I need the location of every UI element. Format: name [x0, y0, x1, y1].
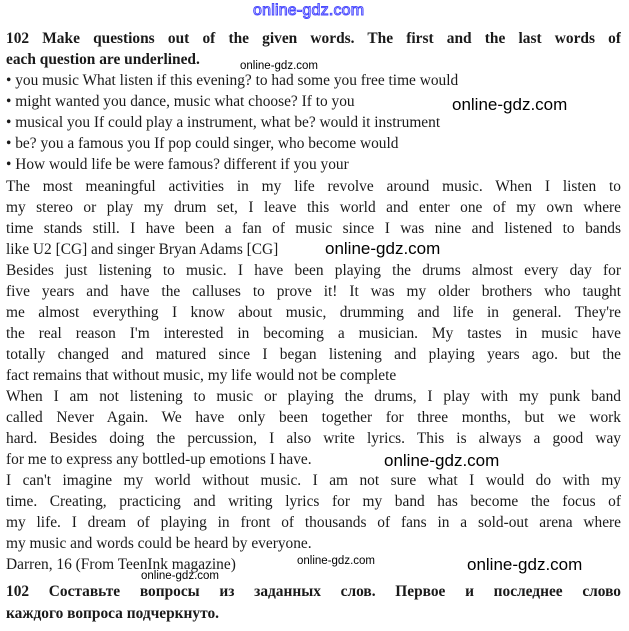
text-line-18: my music and words could be heard by everyone.: [6, 535, 312, 552]
text-line-3: time stands still. I have been a fan of music since I was nine and listened to bands: [6, 220, 621, 237]
bullet-item-4: • be? you a famous you If pop could singer, who become would: [6, 135, 399, 152]
watermark-1: online-gdz.com: [240, 60, 318, 72]
bullet-item-5: • How would life be were famous? different if you your: [6, 156, 349, 173]
bullet-item-3: • musical you If could play a instrument, what be? would it instrument: [6, 114, 441, 131]
bullet-item-2: • might wanted you dance, music what choose? If to you: [6, 93, 355, 110]
text-line-16: time. Creating, practicing and writing lyrics for my band has become the focus of: [6, 493, 621, 510]
text-line-12: called Never Again. We have only been together for three months, but we work: [6, 409, 621, 426]
text-line-11: When I am not listening to music or playing the drums, I play with my punk band: [6, 388, 621, 405]
watermark-6: online-gdz.com: [467, 555, 583, 574]
text-line-1: The most meaningful activities in my life revolve around music. When I listen to: [6, 178, 621, 195]
watermark-7: online-gdz.com: [141, 570, 219, 582]
text-line-2: my stereo or play my drum set, I leave this world and enter one of my own where: [6, 199, 621, 216]
watermark-3: online-gdz.com: [325, 239, 441, 258]
task-heading-ru-line2: каждого вопроса подчеркнуто.: [6, 605, 220, 622]
task-heading-ru-line1: 102 Составьте вопросы из заданных слов. Первое и последнее слово: [6, 583, 621, 600]
text-line-13: hard. Besides doing the percussion, I also write lyrics. This is always a good way: [6, 430, 621, 447]
bullet-item-1: • you music What listen if this evening? to had some you free time would: [6, 72, 459, 89]
text-line-19: Darren, 16 (From TeenInk magazine): [6, 556, 236, 573]
watermark-2: online-gdz.com: [452, 95, 568, 114]
task-heading-en-line1: 102 Make questions out of the given words. The first and the last words of: [6, 30, 621, 47]
text-line-5: Besides just listening to music. I have been playing the drums almost every day for: [6, 262, 621, 279]
text-line-17: my life. I dream of playing in front of thousands of fans in a sold-out arena where: [6, 514, 621, 531]
text-line-6: five years and have the calluses to prove it! It was my older brothers who taught: [6, 283, 621, 300]
task-heading-en-line2: each question are underlined.: [6, 51, 200, 68]
watermark-4: online-gdz.com: [384, 451, 500, 470]
text-line-9: totally changed and matured since I began listening and playing years ago. but the: [6, 346, 621, 363]
text-line-7: me almost everything I know about music, drumming and life in general. They're: [6, 304, 621, 321]
text-line-14: for me to express any bottled-up emotions I have.: [6, 451, 312, 468]
text-line-8: the real reason I'm interested in becoming a musician. My tastes in music have: [6, 325, 621, 342]
text-line-10: fact remains that without music, my life would not be complete: [6, 367, 397, 384]
text-line-15: I can't imagine my world without music. I am not sure what I would do with my: [6, 472, 621, 489]
watermark-top-text: online-gdz.com: [253, 2, 365, 19]
text-line-4: like U2 [CG] and singer Bryan Adams [CG]: [6, 241, 279, 258]
watermark-5: online-gdz.com: [297, 555, 375, 567]
